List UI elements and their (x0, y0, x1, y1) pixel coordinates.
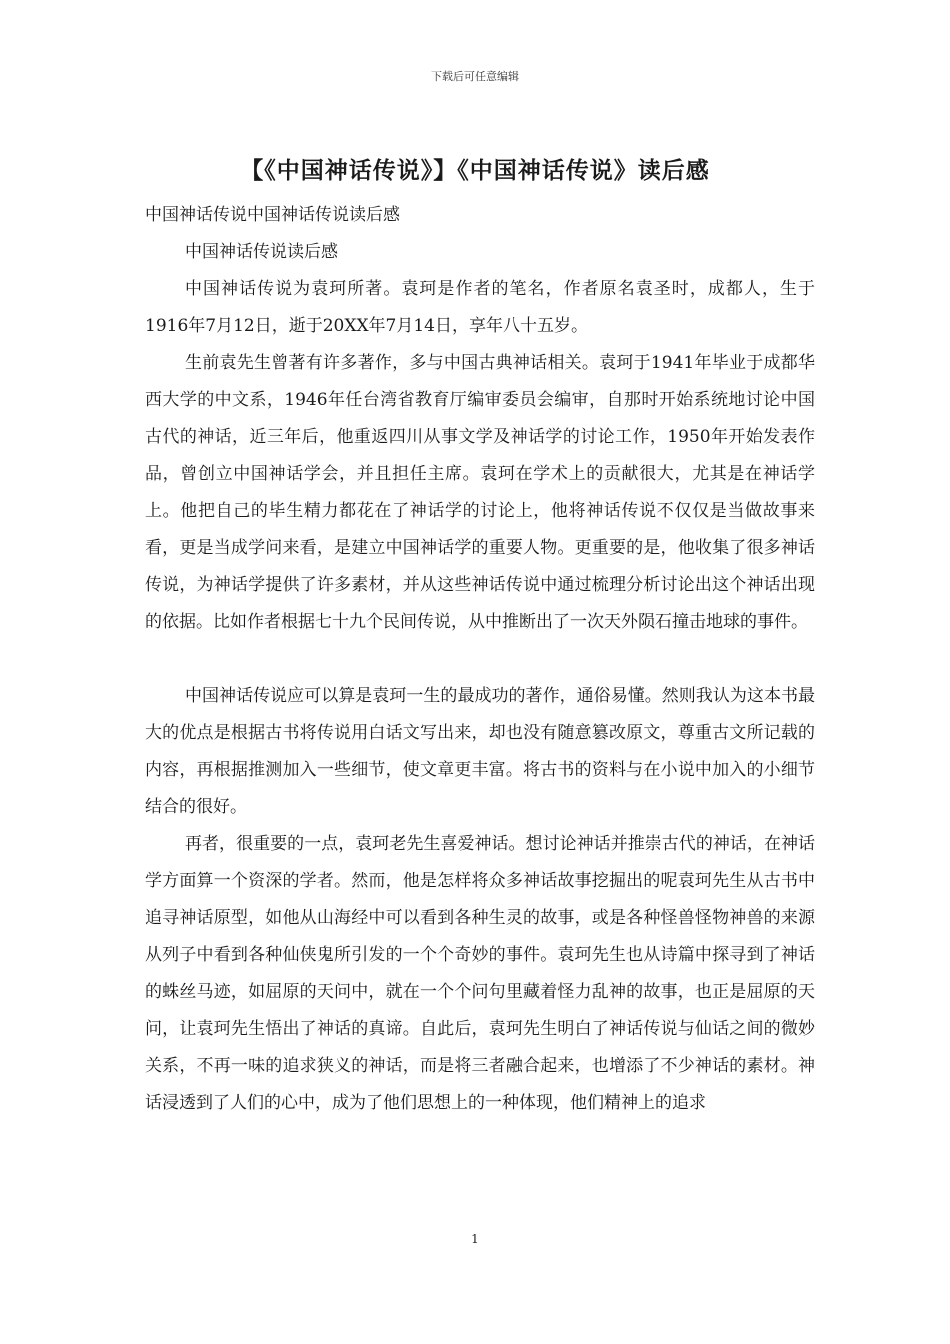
paragraph-author-career: 生前袁先生曾著有许多著作，多与中国古典神话相关。袁珂于1941年毕业于成都华西大学的中文系，1946年任台湾省教育厅编审委员会编审，自那时开始系统地讨论中国古代的神话，近三年后，他重返四川从事文学及神话学的讨论工作，1950年开始发表作品，曾创立中国神话学会，并且担任主席。袁珂在学术上的贡献很大，尤其是在神话学上。他把自己的毕生精力都花在了神话学的讨论上，他将神话传说不仅仅是当做故事来看，更是当成学问来看，是建立中国神话学的重要人物。更重要的是，他收集了很多神话传说，为神话学提供了许多素材，并从这些神话传说中通过梳理分析讨论出这个神话出现的依据。比如作者根据七十九个民间传说，从中推断出了一次天外陨石撞击地球的事件。 (145, 353, 815, 632)
page-number: 1 (471, 1232, 479, 1246)
page-header: 下载后可任意编辑 (431, 70, 519, 83)
paragraph-heading: 中国神话传说读后感 (185, 242, 338, 262)
document-title: 【《中国神话传说》】《中国神话传说》读后感 (240, 158, 710, 184)
paragraph-book-merit: 中国神话传说应可以算是袁珂一生的最成功的著作，通俗易懂。然则我认为这本书最大的优点是根据古书将传说用白话文写出来，却也没有随意篡改原文，尊重古文所记载的内容，再根据推测加入一些细节，使文章更丰富。将古书的资料与在小说中加入的小细节结合的很好。 (145, 686, 815, 817)
paragraph-subtitle: 中国神话传说中国神话传说读后感 (145, 205, 400, 225)
paragraph-love-of-myth: 再者，很重要的一点，袁珂老先生喜爱神话。想讨论神话并推崇古代的神话，在神话学方面算一个资深的学者。然而，他是怎样将众多神话故事挖掘出的呢袁珂先生从古书中追寻神话原型，如他从山海经中可以看到各种生灵的故事，或是各种怪兽怪物神兽的来源从列子中看到各种仙侠鬼所引发的一个个奇妙的事件。袁珂先生也从诗篇中探寻到了神话的蛛丝马迹，如屈原的天问中，就在一个个问句里藏着怪力乱神的故事，也正是屈原的天问，让袁珂先生悟出了神话的真谛。自此后，袁珂先生明白了神话传说与仙话之间的微妙关系，不再一味的追求狭义的神话，而是将三者融合起来，也增添了不少神话的素材。神话浸透到了人们的心中，成为了他们思想上的一种体现，他们精神上的追求 (145, 834, 815, 1113)
paragraph-author-intro: 中国神话传说为袁珂所著。袁珂是作者的笔名，作者原名袁圣时，成都人，生于1916年7月12日，逝于20XX年7月14日，享年八十五岁。 (145, 279, 815, 336)
document-body (145, 197, 815, 1122)
